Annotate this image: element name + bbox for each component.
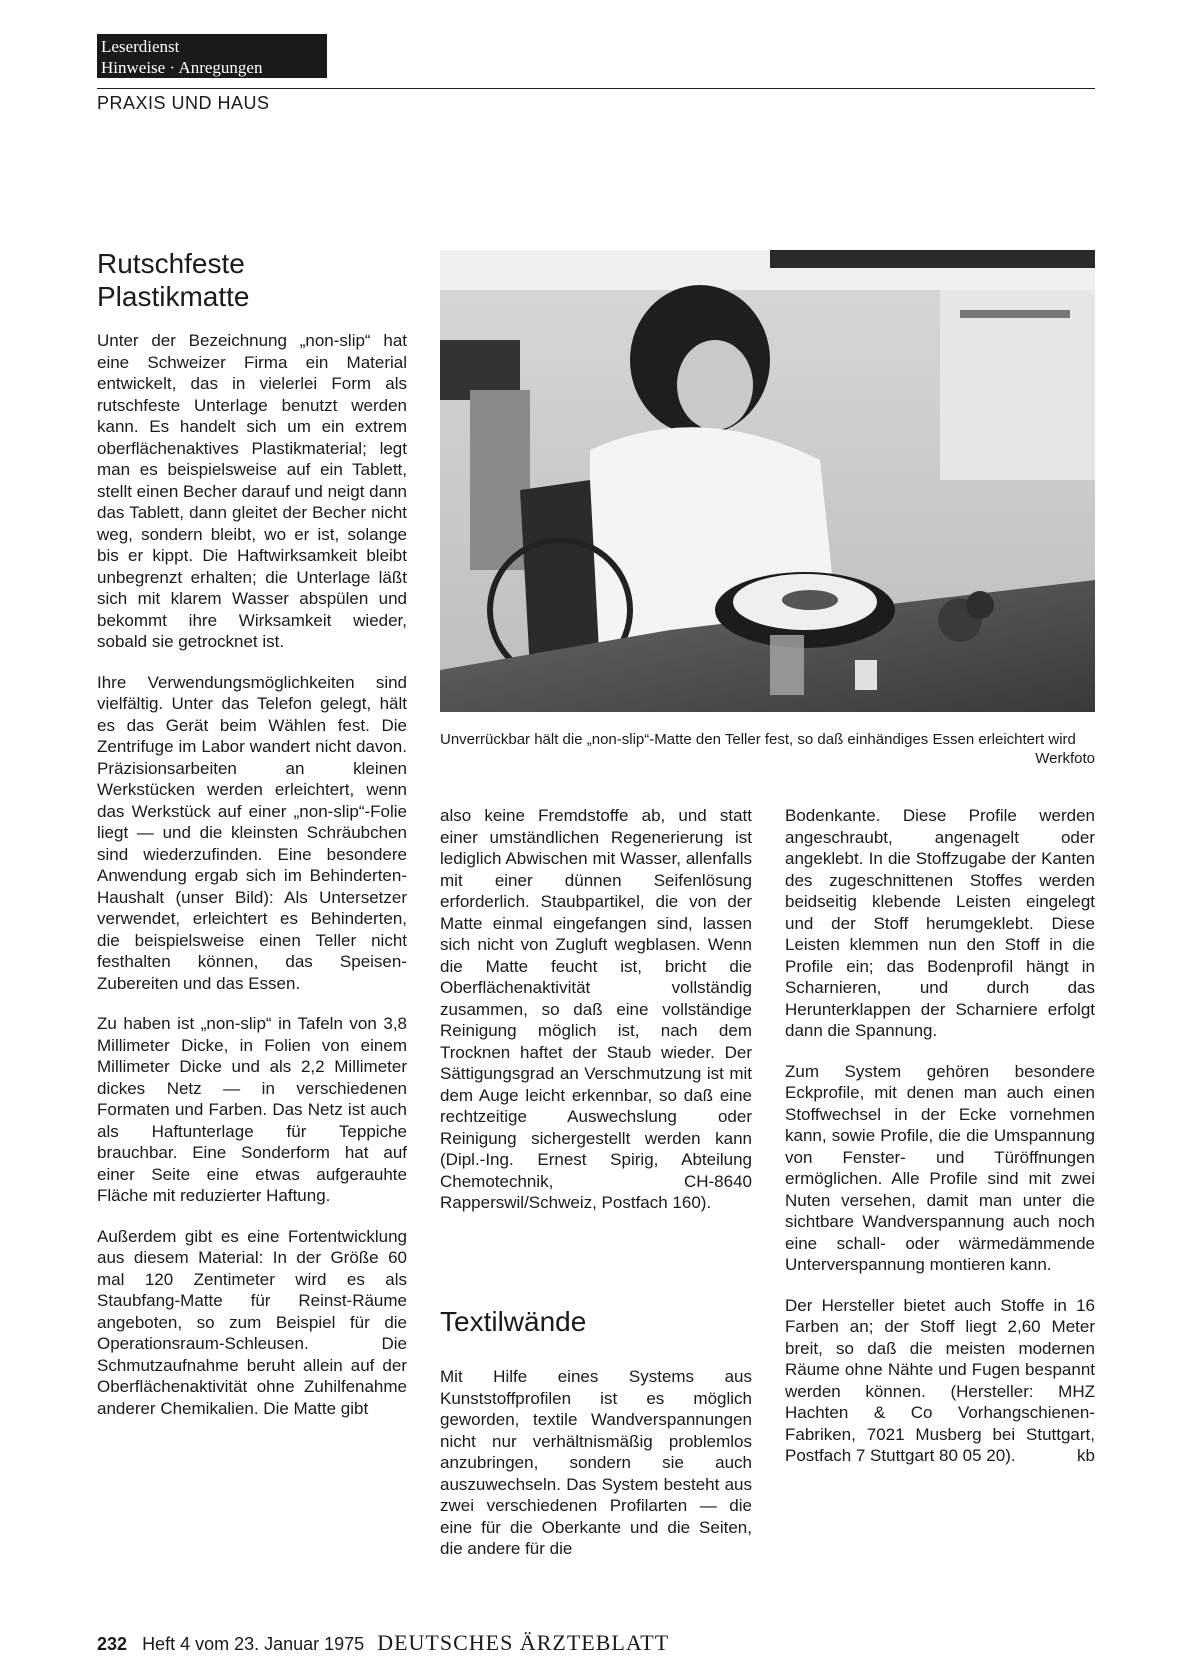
- photo-credit: Werkfoto: [1035, 750, 1095, 767]
- article1-title-line2: Plastikmatte: [97, 281, 250, 312]
- magazine-title: DEUTSCHES ÄRZTEBLATT: [377, 1630, 670, 1655]
- article1-paragraph-1: Unter der Bezeichnung „non-slip“ hat eine Schweizer Firma ein Material entwickelt, das in vielerlei Form als rutschfeste Unterlage benutzt werden kann. Es handelt sich um ein extrem oberflächenaktives Plastikmaterial; legt man es beispielsweise auf ein Tablett, stellt einen Becher darauf und neigt dann das Tablett, dann gleitet der Becher nicht weg, sondern bleibt, wo er ist, solange bis er kippt. Die Haftwirksamkeit bleibt unbegrenzt erhalten; die Unterlage läßt sich mit klarem Wasser abspülen und bekommt ihre Wirksamkeit wieder, sobald sie getrocknet ist.: [97, 331, 408, 651]
- column-3: [785, 805, 1095, 1467]
- leserdienst-box: [97, 34, 327, 78]
- section-label: PRAXIS UND HAUS: [97, 93, 270, 113]
- article1-paragraph-2: Ihre Verwendungsmöglichkeiten sind vielfältig. Unter das Telefon gelegt, hält es das Gerät beim Wählen fest. Die Zentrifuge im Labor wandert nicht davon. Präzisionsarbeiten an kleinen Werkstücken werden erleichtert, wenn das Werkstück auf einer „non-slip“-Folie liegt — und die kleinsten Schräubchen sind wiederzufinden. Eine besondere Anwendung ergab sich im Behinderten-Haushalt (unser Bild): Als Untersetzer verwendet, erleichtert es Behinderten, die beispielsweise einen Teller nicht festhalten können, das Speisen-Zubereiten und das Essen.: [97, 672, 407, 993]
- article2-paragraph-2: Bodenkante. Diese Profile werden angeschraubt, angenagelt oder angeklebt. In die Stoffzugabe der Kanten des zugeschnittenen Stoffes werden beidseitig klebende Leisten eingelegt und der Stoff herumgeklebt. Diese Leisten klemmen nun den Stoff in die Profile ein; das Bodenprofil hängt in Scharnieren, und durch das Herunterklappen der Scharniere erfolgt dann die Spannung.: [785, 806, 1095, 1040]
- issue-info: Heft 4 vom 23. Januar 1975: [142, 1634, 365, 1654]
- column-1: [97, 330, 407, 1419]
- article1-title-line1: Rutschfeste: [97, 248, 245, 279]
- photo-woman-eating: [440, 250, 1095, 712]
- caption-text: Unverrückbar hält die „non-slip“-Matte den Teller fest, so daß einhändiges Essen erleichtert wird: [440, 731, 1076, 748]
- article1-paragraph-3: Zu haben ist „non-slip“ in Tafeln von 3,8 Millimeter Dicke, in Folien von einem Millimeter Dicke und als 2,2 Millimeter dickes Netz — in verschiedenen Formaten und Farben. Das Netz ist auch als Haftunterlage für Teppiche brauchbar. Eine Sonderform hat auf einer Seite eine etwas aufgerauhte Fläche mit reduzierter Haftung.: [97, 1014, 407, 1205]
- article1-continuation: also keine Fremdstoffe ab, und statt einer umständlichen Regenerierung ist lediglich Abwischen mit Wasser, allenfalls mit einer dünnen Seifenlösung erforderlich. Staubpartikel, die von der Matte einmal eingefangen sind, lassen sich nicht von Zugluft wegblasen. Wenn die Matte feucht ist, bricht die Oberflächenaktivität vollständig zusammen, so daß eine vollständige Reinigung möglich ist, nach dem Trocknen haftet der Staub wieder. Der Sättigungsgrad an Verschmutzung ist mit dem Auge leicht erkennbar, so daß eine rechtzeitige Auswechslung oder Reinigung sichergestellt werden kann (Dipl.-Ing. Ernest Spirig, Abteilung Chemotechnik, CH-8640 Rapperswil/Schweiz, Postfach 160).: [440, 806, 752, 1212]
- column-2: [440, 805, 752, 1233]
- article2-paragraph-4: [785, 1295, 1095, 1467]
- author-signature: kb: [1077, 1446, 1095, 1465]
- leserdienst-line1: Leserdienst: [101, 37, 180, 56]
- page-footer: [97, 1630, 669, 1656]
- page-number: 232: [97, 1634, 128, 1654]
- column-2-lower: [440, 1366, 752, 1560]
- article1-title: [97, 247, 250, 313]
- leserdienst-line2: Hinweise · Anregungen: [101, 58, 263, 77]
- article2-title: Textilwände: [440, 1306, 587, 1337]
- article2-paragraph-1: Mit Hilfe eines Systems aus Kunststoffprofilen ist es möglich geworden, textile Wandverspannungen nicht nur verhältnismäßig problemlos anzubringen, sondern sie auch auszuwechseln. Das System besteht aus zwei verschiedenen Profilarten — die eine für die Oberkante und die Seiten, die andere für die: [440, 1367, 752, 1558]
- article2-paragraph-3: Zum System gehören besondere Eckprofile, mit denen man auch einen Stoffwechsel in der Ecke vornehmen kann, sowie Profile, die die Umspannung von Fenster- und Türöffnungen ermöglichen. Alle Profile sind mit zwei Nuten versehen, damit man unter die sichtbare Wandverspannung auch noch eine schall- oder wärmedämmende Unterverspannung montieren kann.: [785, 1061, 1095, 1274]
- photo-illustration: [440, 250, 1095, 712]
- article2-paragraph-4-text: Der Hersteller bietet auch Stoffe in 16 Farben an; der Stoff liegt 2,60 Meter breit, so daß die meisten modernen Räume ohne Nähte und Fugen bespannt werden können. (Hersteller: MHZ Hachten & Co Vorhangschienen-Fabriken, 7021 Musberg bei Stuttgart, Postfach 7 Stuttgart 80 05 20).: [785, 1295, 1095, 1465]
- article1-paragraph-4: Außerdem gibt es eine Fortentwicklung aus diesem Material: In der Größe 60 mal 120 Zentimeter wird es als Staubfang-Matte für Reinst-Räume angeboten, so zum Beispiel für die Operationsraum-Schleusen. Die Schmutzaufnahme beruht allein auf der Oberflächenaktivität ohne Zuhilfenahme anderer Chemikalien. Die Matte gibt: [97, 1226, 407, 1418]
- photo-caption: [440, 730, 1095, 768]
- header-rule: [97, 88, 1095, 89]
